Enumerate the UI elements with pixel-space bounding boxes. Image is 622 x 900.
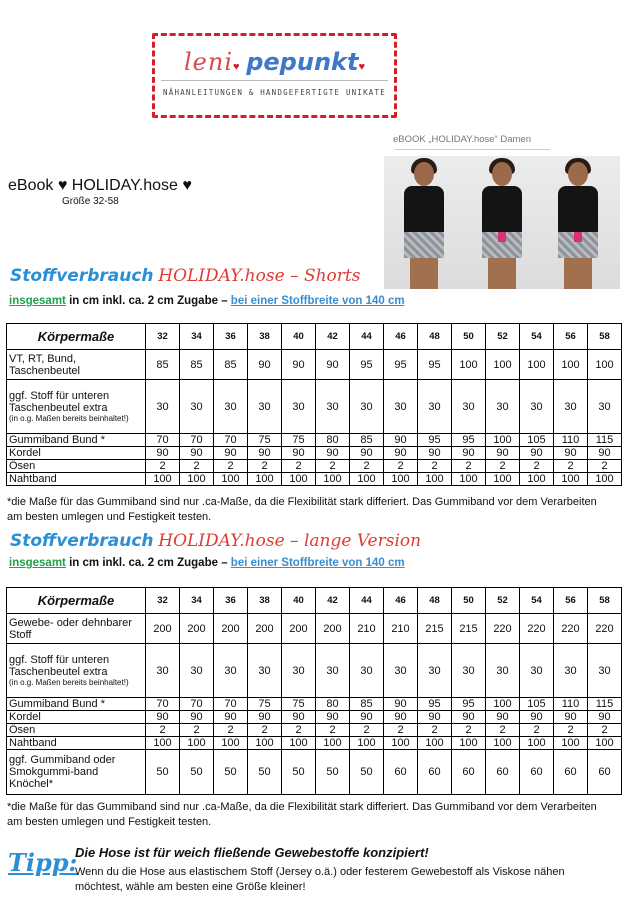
row-label: ggf. Gummiband oder Smokgummi-band Knöchel* bbox=[7, 750, 146, 795]
table-cell: 50 bbox=[248, 750, 282, 795]
table-cell: 2 bbox=[486, 460, 520, 473]
table-cell: 100 bbox=[180, 473, 214, 486]
table-cell: 2 bbox=[214, 460, 248, 473]
heart-icon: ♥ bbox=[358, 61, 365, 73]
column-header-size: 48 bbox=[418, 588, 452, 614]
column-header-label: Körpermaße bbox=[7, 324, 146, 350]
column-header-size: 34 bbox=[180, 588, 214, 614]
table-cell: 115 bbox=[588, 698, 622, 711]
column-header-size: 42 bbox=[316, 324, 350, 350]
table-cell: 80 bbox=[316, 434, 350, 447]
footnote-shorts: *die Maße für das Gummiband sind nur .ca-Maße, da die Flexibilität stark differiert. Das Gummiband vor dem Verarbeiten am besten umlegen und Festigkeit testen. bbox=[7, 496, 597, 523]
table-cell: 90 bbox=[180, 711, 214, 724]
table-cell: 30 bbox=[248, 380, 282, 434]
table-row bbox=[7, 350, 622, 380]
row-label: ggf. Stoff für unteren Taschenbeutel extra (in o.g. Maßen bereits beinhaltet!) bbox=[7, 644, 146, 698]
table-cell: 90 bbox=[248, 711, 282, 724]
row-label: Gewebe- oder dehnbarer Stoff bbox=[7, 614, 146, 644]
table-cell: 2 bbox=[350, 724, 384, 737]
row-label: VT, RT, Bund, Taschenbeutel bbox=[7, 350, 146, 380]
table-cell: 100 bbox=[282, 737, 316, 750]
table-cell: 30 bbox=[146, 380, 180, 434]
table-cell: 2 bbox=[180, 460, 214, 473]
table-cell: 105 bbox=[520, 698, 554, 711]
table-cell: 90 bbox=[180, 447, 214, 460]
table-cell: 2 bbox=[554, 460, 588, 473]
table-cell: 70 bbox=[180, 434, 214, 447]
table-cell: 100 bbox=[486, 473, 520, 486]
table-cell: 2 bbox=[214, 724, 248, 737]
table-cell: 100 bbox=[350, 473, 384, 486]
table-cell: 90 bbox=[350, 711, 384, 724]
table-cell: 30 bbox=[486, 644, 520, 698]
fabric-table-long bbox=[6, 587, 622, 795]
table-cell: 100 bbox=[384, 737, 418, 750]
table-cell: 75 bbox=[282, 698, 316, 711]
size-range: Größe 32-58 bbox=[62, 196, 119, 207]
table-cell: 100 bbox=[146, 737, 180, 750]
table-cell: 30 bbox=[350, 644, 384, 698]
column-header-size: 50 bbox=[452, 324, 486, 350]
table-cell: 95 bbox=[418, 434, 452, 447]
table-cell: 30 bbox=[180, 644, 214, 698]
table-row bbox=[7, 750, 622, 795]
table-cell: 2 bbox=[418, 724, 452, 737]
row-label: Nahtband bbox=[7, 473, 146, 486]
table-cell: 85 bbox=[180, 350, 214, 380]
table-cell: 95 bbox=[452, 698, 486, 711]
table-cell: 90 bbox=[214, 711, 248, 724]
table-cell: 200 bbox=[282, 614, 316, 644]
table-cell: 95 bbox=[452, 434, 486, 447]
column-header-size: 54 bbox=[520, 324, 554, 350]
row-label: ggf. Stoff für unteren Taschenbeutel extra (in o.g. Maßen bereits beinhaltet!) bbox=[7, 380, 146, 434]
table-cell: 60 bbox=[520, 750, 554, 795]
table-cell: 90 bbox=[384, 698, 418, 711]
table-cell: 100 bbox=[418, 473, 452, 486]
table-cell: 30 bbox=[588, 644, 622, 698]
table-cell: 90 bbox=[214, 447, 248, 460]
table-cell: 100 bbox=[452, 737, 486, 750]
table-cell: 85 bbox=[350, 434, 384, 447]
table-cell: 100 bbox=[520, 473, 554, 486]
table-cell: 100 bbox=[146, 473, 180, 486]
column-header-size: 44 bbox=[350, 324, 384, 350]
column-header-label: Körpermaße bbox=[7, 588, 146, 614]
table-cell: 100 bbox=[486, 698, 520, 711]
table-row bbox=[7, 434, 622, 447]
table-cell: 90 bbox=[554, 447, 588, 460]
row-label: Gummiband Bund * bbox=[7, 434, 146, 447]
table-cell: 90 bbox=[520, 447, 554, 460]
table-cell: 90 bbox=[248, 447, 282, 460]
table-cell: 30 bbox=[180, 380, 214, 434]
table-cell: 220 bbox=[520, 614, 554, 644]
table-cell: 100 bbox=[520, 737, 554, 750]
model-photo-1 bbox=[384, 156, 466, 289]
table-cell: 2 bbox=[452, 724, 486, 737]
section-subtitle-shorts: insgesamt in cm inkl. ca. 2 cm Zugabe – bei einer Stoffbreite von 140 cm bbox=[9, 295, 405, 307]
table-cell: 110 bbox=[554, 698, 588, 711]
table-cell: 30 bbox=[418, 644, 452, 698]
model-photo-3 bbox=[538, 156, 620, 289]
table-cell: 100 bbox=[554, 737, 588, 750]
table-cell: 30 bbox=[350, 380, 384, 434]
column-header-size: 38 bbox=[248, 588, 282, 614]
table-cell: 2 bbox=[316, 724, 350, 737]
table-cell: 220 bbox=[486, 614, 520, 644]
table-cell: 30 bbox=[554, 644, 588, 698]
section-title-long: Stoffverbrauch HOLIDAY.hose – lange Version bbox=[10, 531, 422, 551]
column-header-size: 40 bbox=[282, 324, 316, 350]
table-cell: 85 bbox=[214, 350, 248, 380]
column-header-size: 50 bbox=[452, 588, 486, 614]
table-cell: 75 bbox=[248, 434, 282, 447]
column-header-size: 42 bbox=[316, 588, 350, 614]
table-cell: 30 bbox=[384, 380, 418, 434]
table-cell: 85 bbox=[350, 698, 384, 711]
table-cell: 100 bbox=[452, 473, 486, 486]
table-cell: 90 bbox=[554, 711, 588, 724]
table-cell: 95 bbox=[418, 350, 452, 380]
table-cell: 90 bbox=[588, 447, 622, 460]
table-row bbox=[7, 724, 622, 737]
table-row bbox=[7, 380, 622, 434]
table-cell: 2 bbox=[350, 460, 384, 473]
row-note: (in o.g. Maßen bereits beinhaltet!) bbox=[9, 678, 129, 687]
row-label: Nahtband bbox=[7, 737, 146, 750]
table-cell: 2 bbox=[316, 460, 350, 473]
table-cell: 90 bbox=[486, 447, 520, 460]
table-cell: 30 bbox=[520, 644, 554, 698]
tip-headline: Die Hose ist für weich fließende Gewebestoffe konzipiert! bbox=[75, 845, 429, 860]
table-cell: 30 bbox=[452, 380, 486, 434]
table-cell: 90 bbox=[282, 447, 316, 460]
table-cell: 100 bbox=[588, 473, 622, 486]
section-subtitle-long: insgesamt in cm inkl. ca. 2 cm Zugabe – bei einer Stoffbreite von 140 cm bbox=[9, 557, 405, 569]
table-cell: 75 bbox=[248, 698, 282, 711]
table-cell: 50 bbox=[214, 750, 248, 795]
table-cell: 60 bbox=[486, 750, 520, 795]
table-cell: 2 bbox=[418, 460, 452, 473]
row-note: (in o.g. Maßen bereits beinhaltet!) bbox=[9, 414, 129, 423]
table-row bbox=[7, 644, 622, 698]
fabric-table-shorts bbox=[6, 323, 622, 486]
table-cell: 30 bbox=[214, 380, 248, 434]
table-cell: 2 bbox=[146, 460, 180, 473]
table-cell: 30 bbox=[316, 380, 350, 434]
table-cell: 90 bbox=[146, 711, 180, 724]
table-cell: 30 bbox=[486, 380, 520, 434]
column-header-size: 58 bbox=[588, 588, 622, 614]
table-cell: 90 bbox=[486, 711, 520, 724]
table-cell: 30 bbox=[452, 644, 486, 698]
logo-subtitle: NÄHANLEITUNGEN & HANDGEFERTIGTE UNIKATE bbox=[163, 88, 386, 97]
table-cell: 90 bbox=[384, 711, 418, 724]
table-cell: 30 bbox=[248, 644, 282, 698]
table-cell: 90 bbox=[146, 447, 180, 460]
column-header-size: 54 bbox=[520, 588, 554, 614]
column-header-size: 48 bbox=[418, 324, 452, 350]
table-cell: 2 bbox=[520, 460, 554, 473]
logo bbox=[152, 33, 397, 118]
table-cell: 110 bbox=[554, 434, 588, 447]
table-cell: 100 bbox=[554, 350, 588, 380]
table-cell: 100 bbox=[486, 737, 520, 750]
table-cell: 200 bbox=[316, 614, 350, 644]
table-cell: 2 bbox=[180, 724, 214, 737]
column-header-size: 32 bbox=[146, 324, 180, 350]
table-cell: 100 bbox=[486, 350, 520, 380]
table-cell: 30 bbox=[418, 380, 452, 434]
table-cell: 80 bbox=[316, 698, 350, 711]
row-label: Gummiband Bund * bbox=[7, 698, 146, 711]
table-cell: 60 bbox=[554, 750, 588, 795]
table-cell: 2 bbox=[248, 724, 282, 737]
table-cell: 90 bbox=[588, 711, 622, 724]
table-cell: 70 bbox=[146, 434, 180, 447]
table-cell: 70 bbox=[146, 698, 180, 711]
ebook-label: eBOOK „HOLIDAY.hose“ Damen bbox=[393, 134, 531, 145]
table-cell: 70 bbox=[214, 698, 248, 711]
table-cell: 90 bbox=[248, 350, 282, 380]
column-header-size: 36 bbox=[214, 324, 248, 350]
table-cell: 200 bbox=[214, 614, 248, 644]
table-row bbox=[7, 614, 622, 644]
column-header-size: 58 bbox=[588, 324, 622, 350]
table-cell: 60 bbox=[452, 750, 486, 795]
row-label: Kordel bbox=[7, 711, 146, 724]
table-cell: 100 bbox=[214, 737, 248, 750]
table-cell: 115 bbox=[588, 434, 622, 447]
column-header-size: 32 bbox=[146, 588, 180, 614]
table-cell: 90 bbox=[384, 434, 418, 447]
table-cell: 95 bbox=[350, 350, 384, 380]
table-cell: 90 bbox=[282, 711, 316, 724]
table-cell: 100 bbox=[486, 434, 520, 447]
table-cell: 100 bbox=[588, 737, 622, 750]
table-cell: 30 bbox=[554, 380, 588, 434]
model-photo-2 bbox=[462, 156, 544, 289]
footnote-long: *die Maße für das Gummiband sind nur .ca-Maße, da die Flexibilität stark differiert. Das Gummiband vor dem Verarbeiten am besten umlegen und Festigkeit testen. bbox=[7, 801, 597, 828]
header-divider bbox=[395, 149, 550, 150]
table-cell: 2 bbox=[520, 724, 554, 737]
table-cell: 100 bbox=[418, 737, 452, 750]
table-cell: 200 bbox=[146, 614, 180, 644]
table-cell: 2 bbox=[452, 460, 486, 473]
table-cell: 100 bbox=[248, 737, 282, 750]
column-header-size: 36 bbox=[214, 588, 248, 614]
table-cell: 30 bbox=[520, 380, 554, 434]
column-header-size: 52 bbox=[486, 588, 520, 614]
logo-wordmark: leni♥ pepunkt♥ bbox=[184, 48, 365, 76]
table-cell: 60 bbox=[588, 750, 622, 795]
table-cell: 220 bbox=[588, 614, 622, 644]
table-cell: 2 bbox=[282, 724, 316, 737]
table-cell: 90 bbox=[452, 711, 486, 724]
tip-label: Tipp: bbox=[8, 848, 78, 877]
table-cell: 30 bbox=[316, 644, 350, 698]
table-row bbox=[7, 737, 622, 750]
table-cell: 2 bbox=[554, 724, 588, 737]
page-title: eBook ♥ HOLIDAY.hose ♥ bbox=[8, 177, 192, 194]
table-cell: 100 bbox=[248, 473, 282, 486]
column-header-size: 46 bbox=[384, 588, 418, 614]
table-cell: 50 bbox=[146, 750, 180, 795]
column-header-size: 56 bbox=[554, 588, 588, 614]
table-cell: 100 bbox=[180, 737, 214, 750]
table-cell: 215 bbox=[452, 614, 486, 644]
table-cell: 2 bbox=[486, 724, 520, 737]
table-cell: 100 bbox=[316, 737, 350, 750]
table-cell: 90 bbox=[418, 711, 452, 724]
table-cell: 30 bbox=[282, 644, 316, 698]
section-title-shorts: Stoffverbrauch HOLIDAY.hose – Shorts bbox=[10, 266, 361, 286]
table-cell: 50 bbox=[180, 750, 214, 795]
row-label: Ösen bbox=[7, 724, 146, 737]
column-header-size: 52 bbox=[486, 324, 520, 350]
table-cell: 2 bbox=[282, 460, 316, 473]
table-cell: 2 bbox=[588, 460, 622, 473]
table-row bbox=[7, 447, 622, 460]
table-cell: 95 bbox=[384, 350, 418, 380]
table-cell: 30 bbox=[588, 380, 622, 434]
table-cell: 30 bbox=[214, 644, 248, 698]
table-cell: 50 bbox=[350, 750, 384, 795]
table-cell: 210 bbox=[350, 614, 384, 644]
table-cell: 105 bbox=[520, 434, 554, 447]
heart-icon: ♥ bbox=[233, 61, 240, 73]
table-cell: 30 bbox=[146, 644, 180, 698]
table-cell: 90 bbox=[316, 447, 350, 460]
table-cell: 200 bbox=[180, 614, 214, 644]
table-cell: 30 bbox=[282, 380, 316, 434]
table-cell: 90 bbox=[316, 711, 350, 724]
table-cell: 100 bbox=[452, 350, 486, 380]
table-cell: 220 bbox=[554, 614, 588, 644]
table-cell: 90 bbox=[282, 350, 316, 380]
table-cell: 2 bbox=[248, 460, 282, 473]
table-cell: 85 bbox=[146, 350, 180, 380]
table-cell: 60 bbox=[384, 750, 418, 795]
table-cell: 210 bbox=[384, 614, 418, 644]
table-cell: 90 bbox=[384, 447, 418, 460]
column-header-size: 44 bbox=[350, 588, 384, 614]
table-cell: 100 bbox=[520, 350, 554, 380]
row-label: Kordel bbox=[7, 447, 146, 460]
table-cell: 100 bbox=[282, 473, 316, 486]
table-cell: 60 bbox=[418, 750, 452, 795]
tip-body: Wenn du die Hose aus elastischem Stoff (Jersey o.ä.) oder festerem Gewebestoff als Viskose nähen möchtest, wähle am besten eine Größe kleiner! bbox=[75, 866, 565, 893]
table-cell: 215 bbox=[418, 614, 452, 644]
table-cell: 100 bbox=[214, 473, 248, 486]
table-cell: 90 bbox=[350, 447, 384, 460]
table-cell: 50 bbox=[316, 750, 350, 795]
table-cell: 2 bbox=[384, 460, 418, 473]
table-cell: 75 bbox=[282, 434, 316, 447]
table-cell: 90 bbox=[520, 711, 554, 724]
table-cell: 100 bbox=[554, 473, 588, 486]
table-cell: 70 bbox=[214, 434, 248, 447]
table-cell: 100 bbox=[316, 473, 350, 486]
table-row bbox=[7, 698, 622, 711]
table-row bbox=[7, 460, 622, 473]
table-cell: 2 bbox=[588, 724, 622, 737]
column-header-size: 46 bbox=[384, 324, 418, 350]
column-header-size: 38 bbox=[248, 324, 282, 350]
table-cell: 90 bbox=[316, 350, 350, 380]
table-cell: 30 bbox=[384, 644, 418, 698]
table-cell: 90 bbox=[418, 447, 452, 460]
table-cell: 100 bbox=[588, 350, 622, 380]
row-label: Ösen bbox=[7, 460, 146, 473]
table-cell: 95 bbox=[418, 698, 452, 711]
column-header-size: 40 bbox=[282, 588, 316, 614]
table-cell: 100 bbox=[350, 737, 384, 750]
table-cell: 70 bbox=[180, 698, 214, 711]
column-header-size: 34 bbox=[180, 324, 214, 350]
table-cell: 2 bbox=[146, 724, 180, 737]
table-cell: 200 bbox=[248, 614, 282, 644]
table-cell: 50 bbox=[282, 750, 316, 795]
table-row bbox=[7, 473, 622, 486]
table-row bbox=[7, 711, 622, 724]
logo-divider bbox=[161, 80, 388, 81]
table-cell: 90 bbox=[452, 447, 486, 460]
column-header-size: 56 bbox=[554, 324, 588, 350]
table-cell: 100 bbox=[384, 473, 418, 486]
table-cell: 2 bbox=[384, 724, 418, 737]
